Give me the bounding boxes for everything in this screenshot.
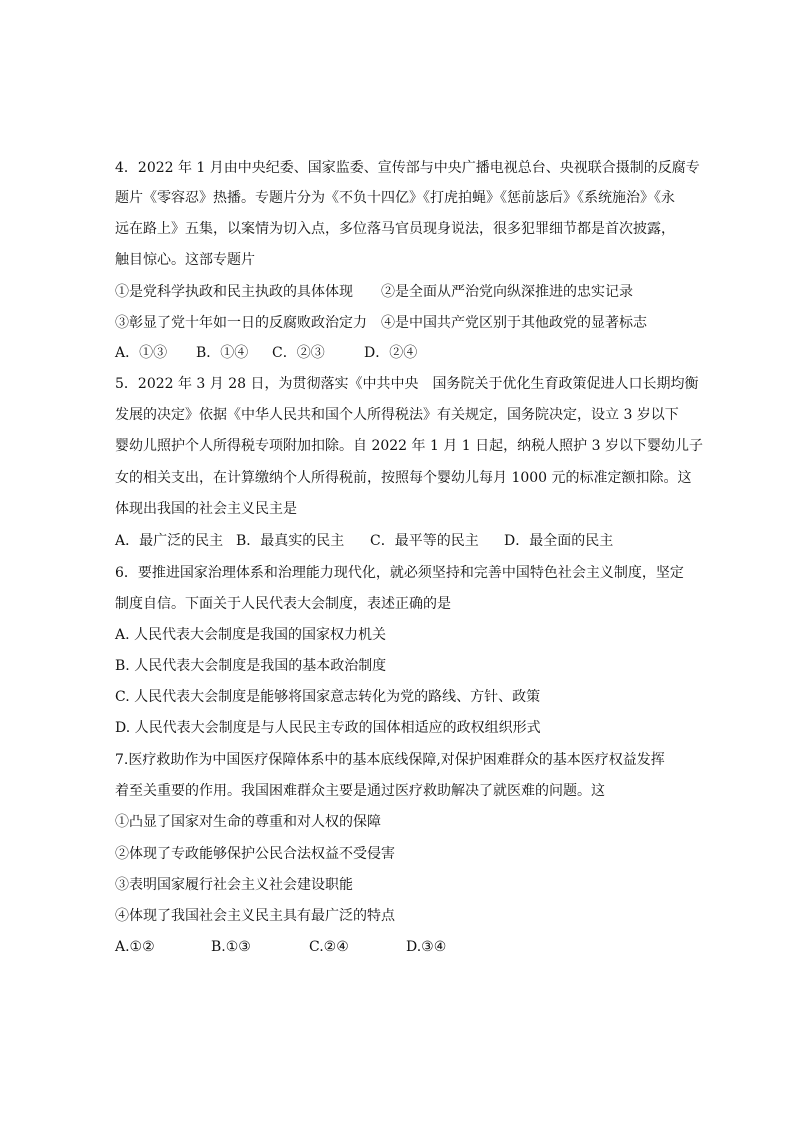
q5-choice-a[interactable]: A．最广泛的民主 — [115, 533, 224, 549]
q5-choice-d[interactable]: D．最全面的民主 — [504, 533, 614, 549]
q4-choice-b[interactable]: B．①④ — [196, 345, 249, 361]
q6-stem-line-1: 6．要推进国家治理体系和治理能力现代化，就必须坚持和完善中国特色社会主义制度，坚定 — [115, 565, 684, 581]
q4-statements-row-1: ①是党科学执政和民主执政的具体体现 ②是全面从严治党向纵深推进的忠实记录 — [115, 284, 633, 300]
q4-stem-line-4: 触目惊心。这部专题片 — [115, 252, 255, 268]
q4-choice-a[interactable]: A．①③ — [115, 345, 168, 361]
q6-option-c[interactable]: C. 人民代表大会制度是能够将国家意志转化为党的路线、方针、政策 — [115, 689, 541, 705]
q5-stem-line-5: 体现出我国的社会主义民主是 — [115, 501, 297, 517]
q4-choices — [115, 343, 675, 363]
q7-statement-3: ③表明国家履行社会主义社会建设职能 — [115, 877, 353, 893]
q4-choice-c[interactable]: C．②③ — [272, 345, 325, 361]
q6-option-b[interactable]: B. 人民代表大会制度是我国的基本政治制度 — [115, 658, 387, 674]
q7-choices — [115, 937, 675, 957]
q7-statement-2: ②体现了专政能够保护公民合法权益不受侵害 — [115, 846, 395, 862]
q6-option-a[interactable]: A. 人民代表大会制度是我国的国家权力机关 — [115, 627, 387, 643]
q7-stem-line-2: 着至关重要的作用。我国困难群众主要是通过医疗救助解决了就医难的问题。这 — [115, 783, 605, 799]
q4-choice-d[interactable]: D．②④ — [364, 345, 418, 361]
q4-stem-line-1: 4．2022 年 1 月由中央纪委、国家监委、宣传部与中央广播电视总台、央视联合摄制的反腐专 — [115, 160, 700, 176]
q6-stem-line-2: 制度自信。下面关于人民代表大会制度，表述正确的是 — [115, 596, 451, 612]
q5-choice-c[interactable]: C．最平等的民主 — [370, 533, 479, 549]
q5-choice-b[interactable]: B．最真实的民主 — [236, 533, 345, 549]
q7-statement-1: ①凸显了国家对生命的尊重和对人权的保障 — [115, 814, 381, 830]
q7-stem-line-1: 7.医疗救助作为中国医疗保障体系中的基本底线保障,对保护困难群众的基本医疗权益发挥 — [115, 752, 665, 768]
q5-stem-line-4: 女的相关支出，在计算缴纳个人所得税前，按照每个婴幼儿每月 1000 元的标准定额扣除。这 — [115, 470, 692, 486]
q5-choices — [115, 531, 675, 551]
q5-stem-line-2: 发展的决定》依据《中华人民共和国个人所得税法》有关规定，国务院决定，设立 3 岁以下 — [115, 407, 679, 423]
q4-statements-row-2: ③彰显了党十年如一日的反腐败政治定力 ④是中国共产党区别于其他政党的显著标志 — [115, 315, 647, 331]
q4-stem-line-2: 题片《零容忍》热播。专题片分为《不负十四亿》《打虎拍蝇》《惩前毖后》《系统施治》《永 — [115, 190, 675, 206]
q7-choice-a[interactable]: A.①② — [115, 939, 155, 955]
q5-stem-line-1: 5．2022 年 3 月 28 日，为贯彻落实《中共中央 国务院关于优化生育政策促进人口长期均衡 — [115, 376, 699, 392]
q7-choice-c[interactable]: C.②④ — [309, 939, 349, 955]
q7-choice-b[interactable]: B.①③ — [211, 939, 251, 955]
q7-choice-d[interactable]: D.③④ — [406, 939, 447, 955]
q5-stem-line-3: 婴幼儿照护个人所得税专项附加扣除。自 2022 年 1 月 1 日起，纳税人照护 3 岁以下婴幼儿子 — [115, 438, 703, 454]
q4-stem-line-3: 远在路上》五集，以案情为切入点，多位落马官员现身说法，很多犯罪细节都是首次披露， — [115, 221, 675, 237]
q6-option-d[interactable]: D. 人民代表大会制度是与人民民主专政的国体相适应的政权组织形式 — [115, 720, 541, 736]
q7-statement-4: ④体现了我国社会主义民主具有最广泛的特点 — [115, 908, 395, 924]
